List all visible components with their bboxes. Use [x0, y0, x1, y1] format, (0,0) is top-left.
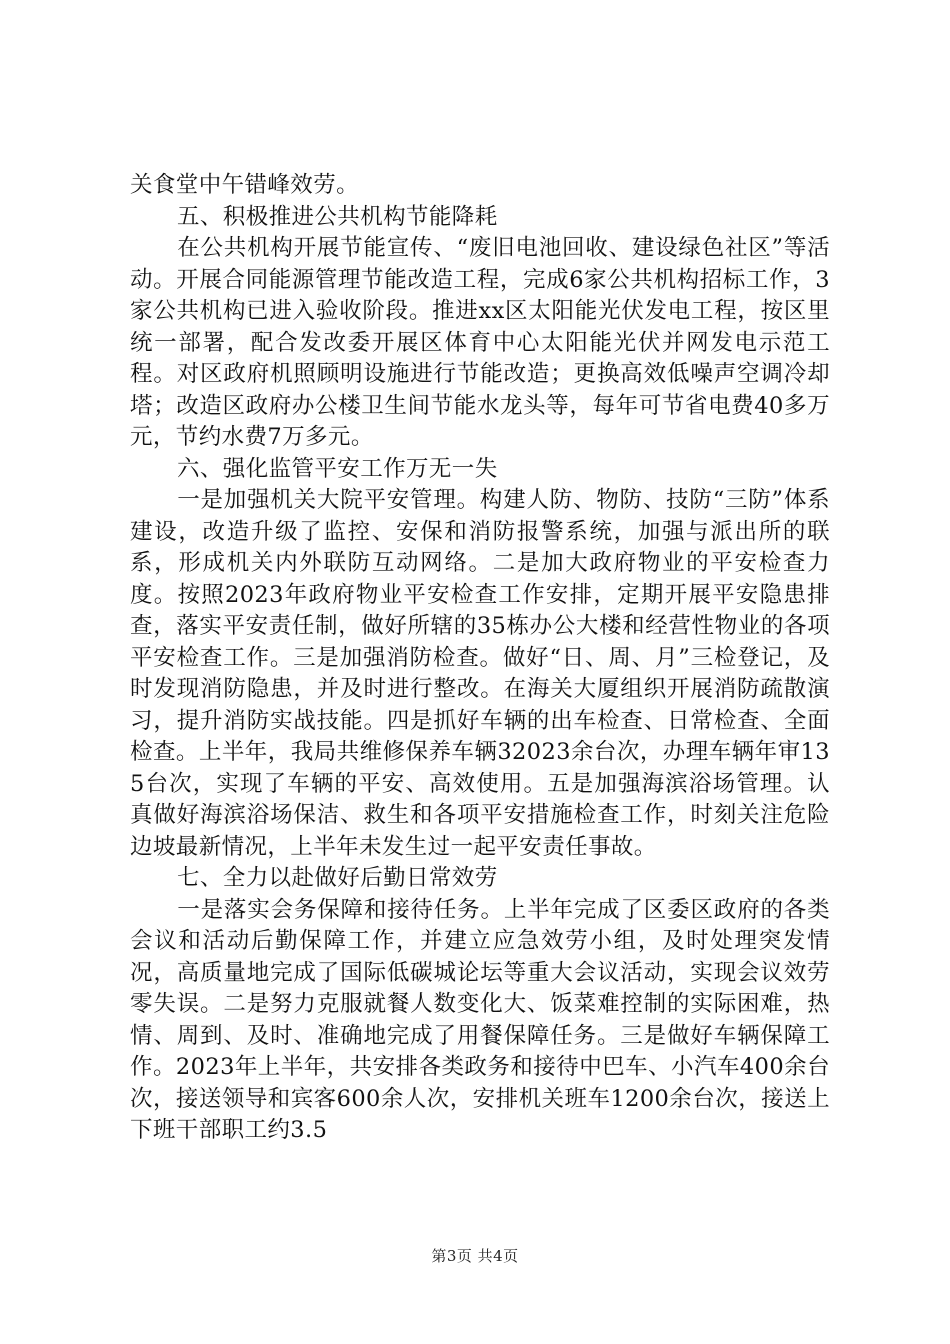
document-body: [130, 170, 830, 1147]
paragraph-energy-saving: 在公共机构开展节能宣传、“废旧电池回收、建设绿色社区”等活动。开展合同能源管理节能改造工程，完成6家公共机构招标工作，3家公共机构已进入验收阶段。推进xx区太阳能光伏发电工程，按区里统一部署，配合发改委开展区体育中心太阳能光伏并网发电示范工程。对区政府机照顾明设施进行节能改造；更换高效低噪声空调冷却塔；改造区政府办公楼卫生间节能水龙头等，每年可节省电费40多万元，节约水费7万多元。: [130, 235, 830, 450]
section-heading-5: 五、积极推进公共机构节能降耗: [177, 203, 498, 230]
section-heading-7: 七、全力以赴做好后勤日常效劳: [177, 865, 498, 891]
paragraph-safety-supervision: 一是加强机关大院平安管理。构建人防、物防、技防“三防”体系建设，改造升级了监控、安保和消防报警系统，加强与派出所的联系，形成机关内外联防互动网络。二是加大政府物业的平安检查力度。按照2023年政府物业平安检查工作安排，定期开展平安隐患排查，落实平安责任制，做好所辖的35栋办公大楼和经营性物业的各项平安检查工作。三是加强消防检查。做好“日、周、月”三检登记，及时发现消防隐患，并及时进行整改。在海关大厦组织开展消防疏散演习，提升消防实战技能。四是抓好车辆的出车检查、日常检查、全面检查。上半年，我局共维修保养车辆32023余台次，办理车辆年审135台次，实现了车辆的平安、高效使用。五是加强海滨浴场管理。认真做好海滨浴场保洁、救生和各项平安措施检查工作，时刻关注危险边坡最新情况，上半年未发生过一起平安责任事故。: [130, 487, 830, 860]
page-number-footer: 第3页 共4页: [431, 1247, 519, 1265]
paragraph-continuation: 关食堂中午错峰效劳。: [130, 172, 360, 198]
paragraph-logistics-service: 一是落实会务保障和接待任务。上半年完成了区委区政府的各类会议和活动后勤保障工作，并建立应急效劳小组，及时处理突发情况，高质量地完成了国际低碳城论坛等重大会议活动，实现会议效劳零失误。二是努力克服就餐人数变化大、饭菜难控制的实际困难，热情、周到、及时、准确地完成了用餐保障任务。三是做好车辆保障工作。2023年上半年，共安排各类政务和接待中巴车、小汽车400余台次，接送领导和宾客600余人次，安排机关班车1200余台次，接送上下班干部职工约3.5: [130, 896, 830, 1143]
section-heading-6: 六、强化监管平安工作万无一失: [177, 455, 498, 482]
